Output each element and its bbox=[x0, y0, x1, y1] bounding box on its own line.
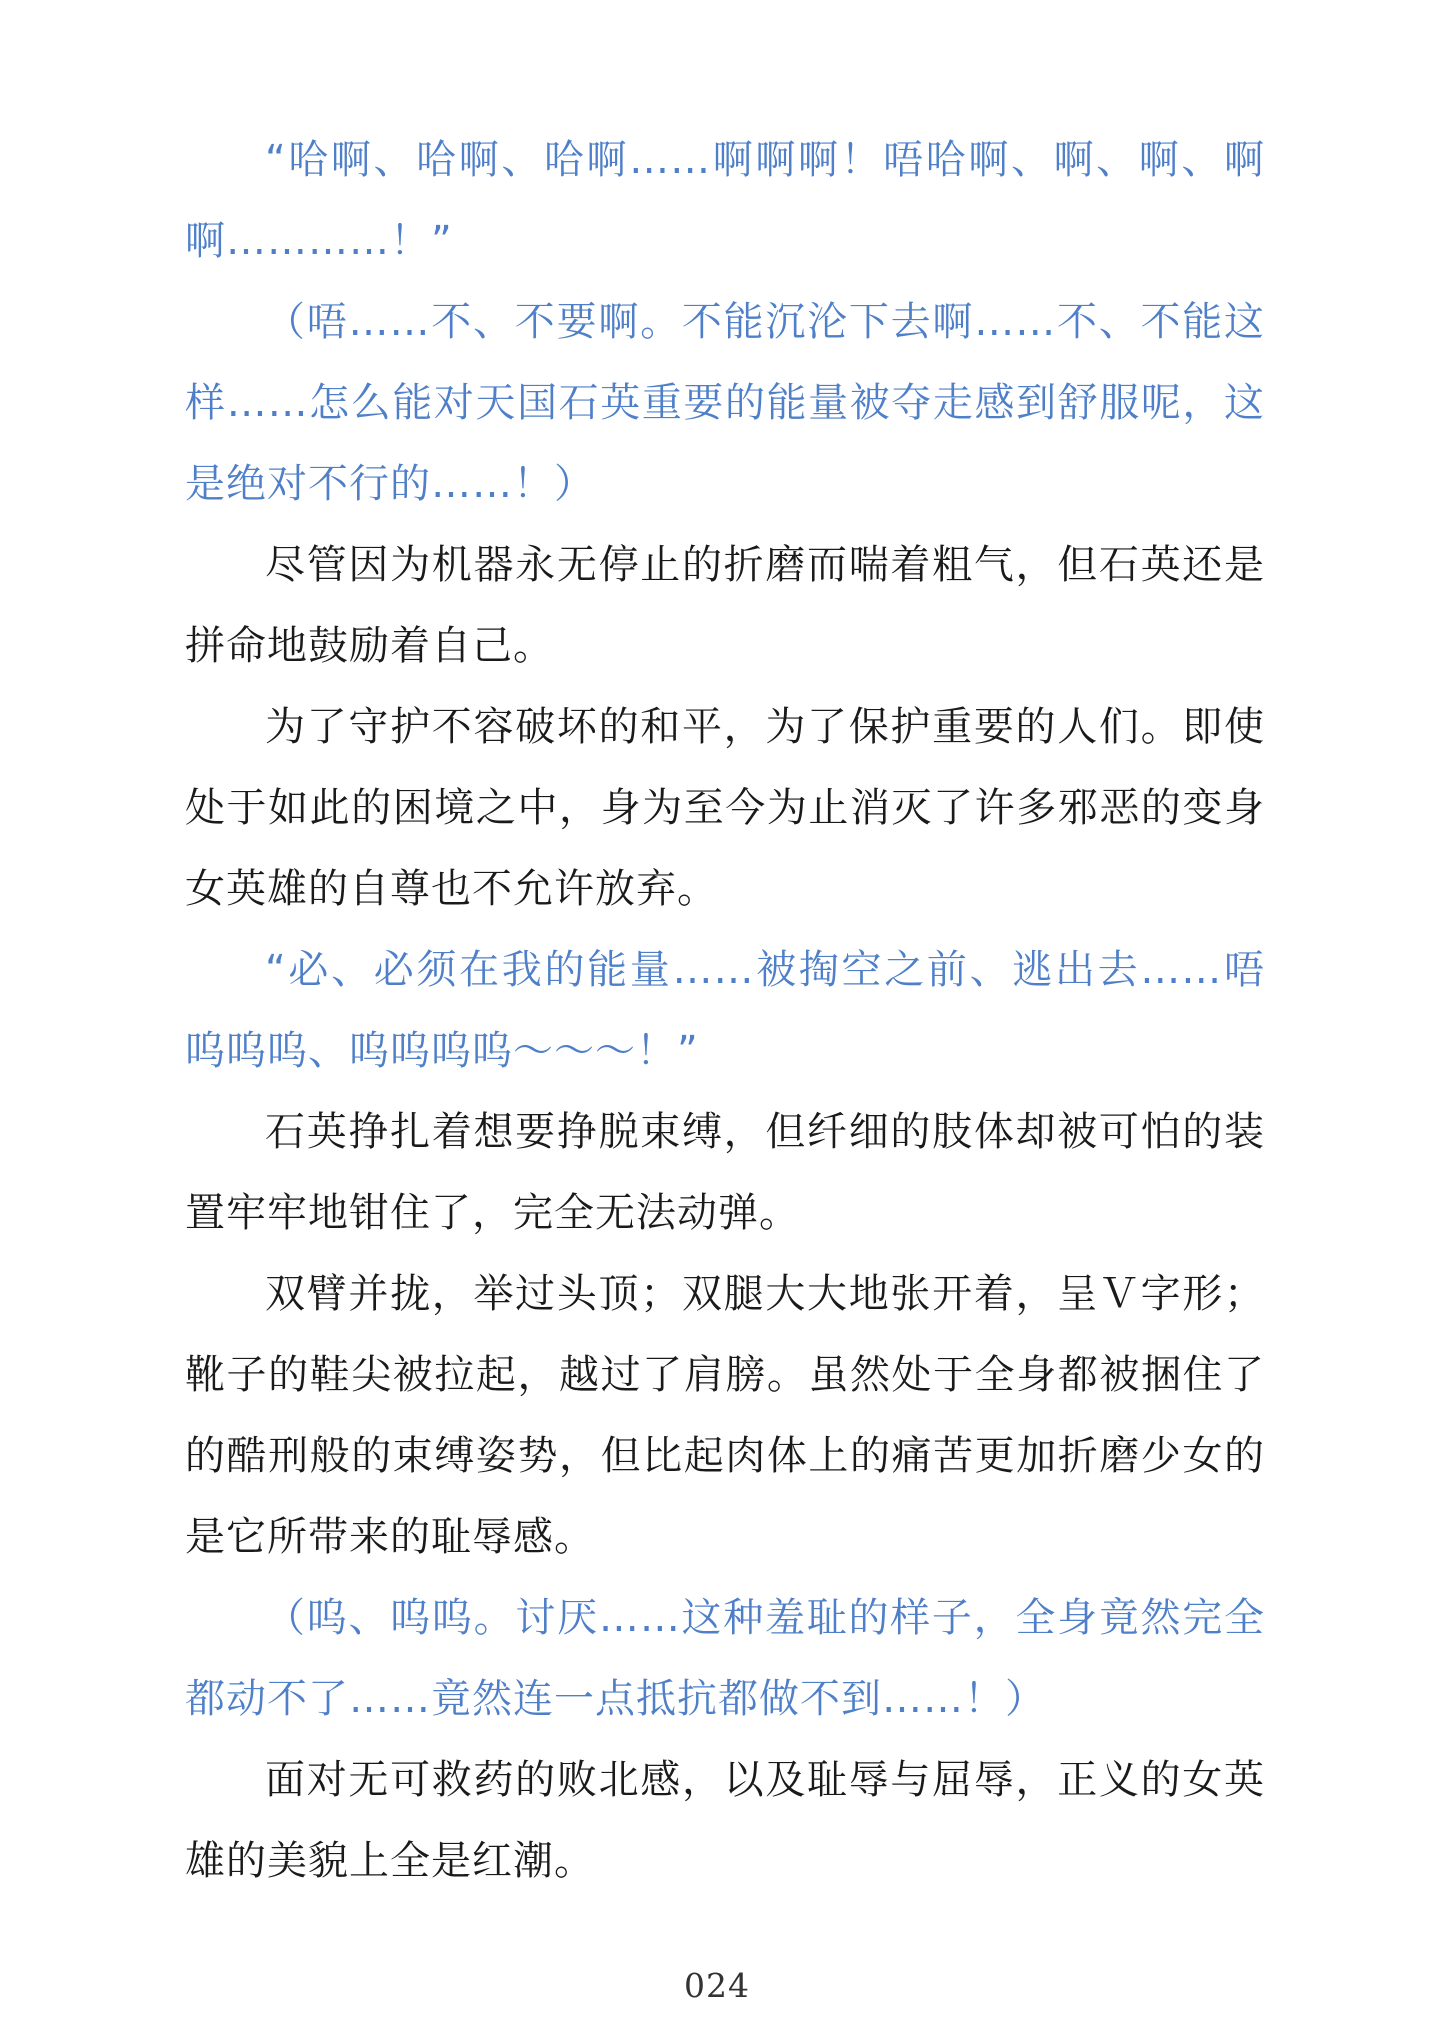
paragraph-narration: 石英挣扎着想要挣脱束缚，但纤细的肢体却被可怕的装置牢牢地钳住了，完全无法动弹。 bbox=[185, 1109, 1265, 1236]
paragraph-narration: 双臂并拢，举过头顶；双腿大大地张开着，呈Ｖ字形；靴子的鞋尖被拉起，越过了肩膀。虽然处于全身都被捆住了的酷刑般的束缚姿势，但比起肉体上的痛苦更加折磨少女的是它所带来的耻辱感。 bbox=[185, 1271, 1265, 1560]
page-number: 024 bbox=[684, 1966, 750, 2005]
paragraph-dialogue: “必、必须在我的能量……被掏空之前、逃出去……唔呜呜呜、呜呜呜呜～～～！” bbox=[185, 947, 1265, 1074]
paragraph-thought: （呜、呜呜。讨厌……这种羞耻的样子，全身竟然完全都动不了……竟然连一点抵抗都做不到……！） bbox=[185, 1595, 1265, 1722]
paragraph-dialogue: “哈啊、哈啊、哈啊……啊啊啊！唔哈啊、啊、啊、啊啊…………！” bbox=[185, 137, 1265, 264]
page-text-body bbox=[185, 120, 1265, 1902]
paragraph-narration: 面对无可救药的败北感，以及耻辱与屈辱，正义的女英雄的美貌上全是红潮。 bbox=[185, 1757, 1265, 1884]
paragraph-thought: （唔……不、不要啊。不能沉沦下去啊……不、不能这样……怎么能对天国石英重要的能量被夺走感到舒服呢，这是绝对不行的……！） bbox=[185, 299, 1265, 507]
paragraph-narration: 为了守护不容破坏的和平，为了保护重要的人们。即使处于如此的困境之中，身为至今为止消灭了许多邪恶的变身女英雄的自尊也不允许放弃。 bbox=[185, 704, 1265, 912]
paragraph-narration: 尽管因为机器永无停止的折磨而喘着粗气，但石英还是拼命地鼓励着自己。 bbox=[185, 542, 1265, 669]
